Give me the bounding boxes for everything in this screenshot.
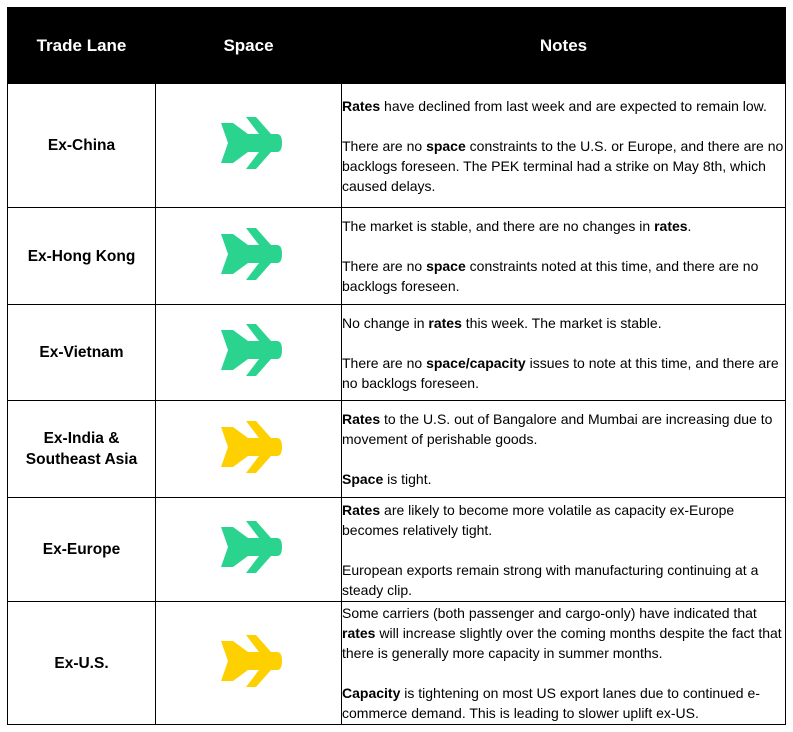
table-header-row [8, 8, 786, 84]
header-trade-lane: Trade Lane [8, 8, 156, 84]
note-keyword: space [426, 258, 466, 274]
note-text: Some carriers (both passenger and cargo-only) have indicated that [342, 605, 757, 621]
notes-cell [342, 602, 786, 725]
note-paragraph [342, 256, 785, 296]
plane-yellow-icon [215, 633, 283, 689]
table-row [8, 84, 786, 208]
trade-lane-cell: Ex-U.S. [8, 602, 156, 725]
note-keyword: Capacity [342, 685, 401, 701]
note-text: The market is stable, and there are no changes in [342, 218, 655, 234]
table-body [8, 84, 786, 725]
plane-green-icon [215, 322, 283, 378]
header-space: Space [156, 8, 342, 84]
table-row [8, 498, 786, 602]
note-keyword: Rates [342, 411, 381, 427]
header-notes: Notes [342, 8, 786, 84]
table-row [8, 208, 786, 305]
note-text: constraints noted at this time, and there are no backlogs foreseen. [342, 258, 759, 294]
note-paragraph [342, 603, 785, 663]
note-paragraph [342, 469, 785, 489]
note-text: to the U.S. out of Bangalore and Mumbai are increasing due to movement of perishable goods. [342, 411, 773, 447]
note-keyword: rates [654, 218, 688, 234]
note-paragraph [342, 500, 785, 540]
space-status-cell [156, 208, 342, 305]
plane-green-icon [215, 519, 283, 575]
plane-green-icon [215, 226, 283, 282]
note-paragraph [342, 216, 785, 236]
note-text: this week. The market is stable. [461, 314, 662, 331]
note-text: will increase slightly over the coming months despite the fact that there is generally more capacity in summer months. [342, 625, 782, 661]
space-status-cell [156, 84, 342, 208]
note-paragraph [342, 683, 785, 723]
note-text: is tightening on most US export lanes due to continued e-commerce demand. This is leading to slower uplift ex-US. [342, 685, 760, 721]
note-paragraph [342, 560, 785, 600]
note-keyword: space [426, 137, 466, 154]
table-row [8, 305, 786, 401]
notes-cell [342, 208, 786, 305]
trade-lane-cell: Ex-Europe [8, 498, 156, 602]
note-paragraph [342, 409, 785, 449]
note-text: issues to note at this time, and there are no backlogs foreseen. [342, 354, 779, 391]
note-text: are likely to become more volatile as capacity ex-Europe becomes relatively tight. [342, 501, 735, 538]
note-keyword: Rates [342, 501, 381, 518]
notes-cell [342, 401, 786, 498]
plane-yellow-icon [215, 419, 283, 475]
note-keyword: Rates [342, 97, 381, 114]
notes-cell [342, 305, 786, 401]
note-text: . [687, 218, 692, 234]
note-paragraph [342, 353, 785, 393]
trade-lane-cell: Ex-Vietnam [8, 305, 156, 401]
note-keyword: Space [342, 471, 384, 487]
note-text: There are no [342, 137, 427, 154]
note-text: constraints to the U.S. or Europe, and there are no backlogs foreseen. The PEK terminal had a strike on May 8th, which caused delays. [342, 137, 784, 194]
trade-lane-cell: Ex-China [8, 84, 156, 208]
space-status-cell [156, 401, 342, 498]
notes-cell [342, 84, 786, 208]
space-status-cell [156, 498, 342, 602]
note-text: There are no [342, 354, 427, 371]
note-text: is tight. [383, 471, 432, 487]
note-text: No change in [342, 314, 429, 331]
notes-cell [342, 498, 786, 602]
note-paragraph [342, 313, 785, 333]
note-paragraph [342, 96, 785, 116]
space-status-cell [156, 305, 342, 401]
note-keyword: rates [342, 625, 376, 641]
table-row [8, 602, 786, 725]
note-paragraph [342, 136, 785, 196]
trade-lane-table [7, 7, 786, 725]
trade-lane-cell: Ex-Hong Kong [8, 208, 156, 305]
note-keyword: rates [428, 314, 462, 331]
space-status-cell [156, 602, 342, 725]
plane-green-icon [215, 115, 283, 171]
note-keyword: space/capacity [426, 354, 526, 371]
trade-lane-cell: Ex-India & Southeast Asia [8, 401, 156, 498]
note-text: European exports remain strong with manufacturing continuing at a steady clip. [342, 561, 759, 598]
note-text: have declined from last week and are expected to remain low. [380, 97, 767, 114]
table-row [8, 401, 786, 498]
note-text: There are no [342, 258, 427, 274]
